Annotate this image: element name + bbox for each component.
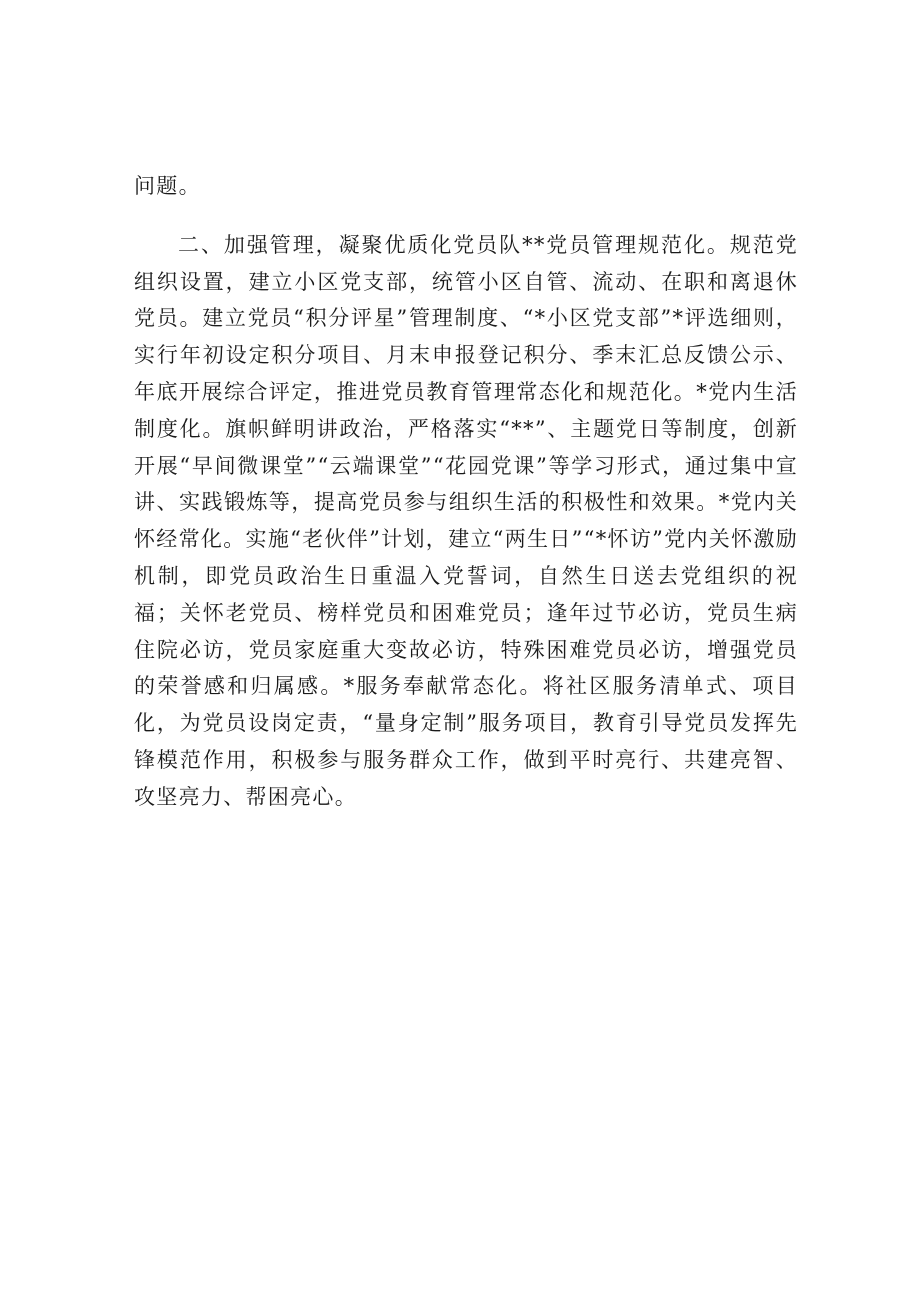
continuation-line: 问题。: [134, 174, 201, 198]
section-two-paragraph: 二、加强管理，凝聚优质化党员队**党员管理规范化。规范党组织设置，建立小区党支部，统管小区自管、流动、在职和离退休党员。建立党员“积分评星”管理制度、“*小区党支部”*评选细则，实行年初设定积分项目、月末申报登记积分、季末汇总反馈公示、年底开展综合评定，推进党员教育管理常态化和规范化。*党内生活制度化。旗帜鲜明讲政治，严格落实“**”、主题党日等制度，创新开展“早间微课堂”“云端课堂”“花园党课”等学习形式，通过集中宣讲、实践锻炼等，提高党员参与组织生活的积极性和效果。*党内关怀经常化。实施“老伙伴”计划，建立“两生日”“*怀访”党内关怀激励机制，即党员政治生日重温入党誓词，自然生日送去党组织的祝福；关怀老党员、榜样党员和困难党员；逢年过节必访，党员生病住院必访，党员家庭重大变故必访，特殊困难党员必访，增强党员的荣誉感和归属感。*服务奉献常态化。将社区服务清单式、项目化，为党员设岗定责，“量身定制”服务项目，教育引导党员发挥先锋模范作用，积极参与服务群众工作，做到平时亮行、共建亮智、攻坚亮力、帮困亮心。: [134, 232, 798, 809]
document-body: [134, 168, 798, 816]
